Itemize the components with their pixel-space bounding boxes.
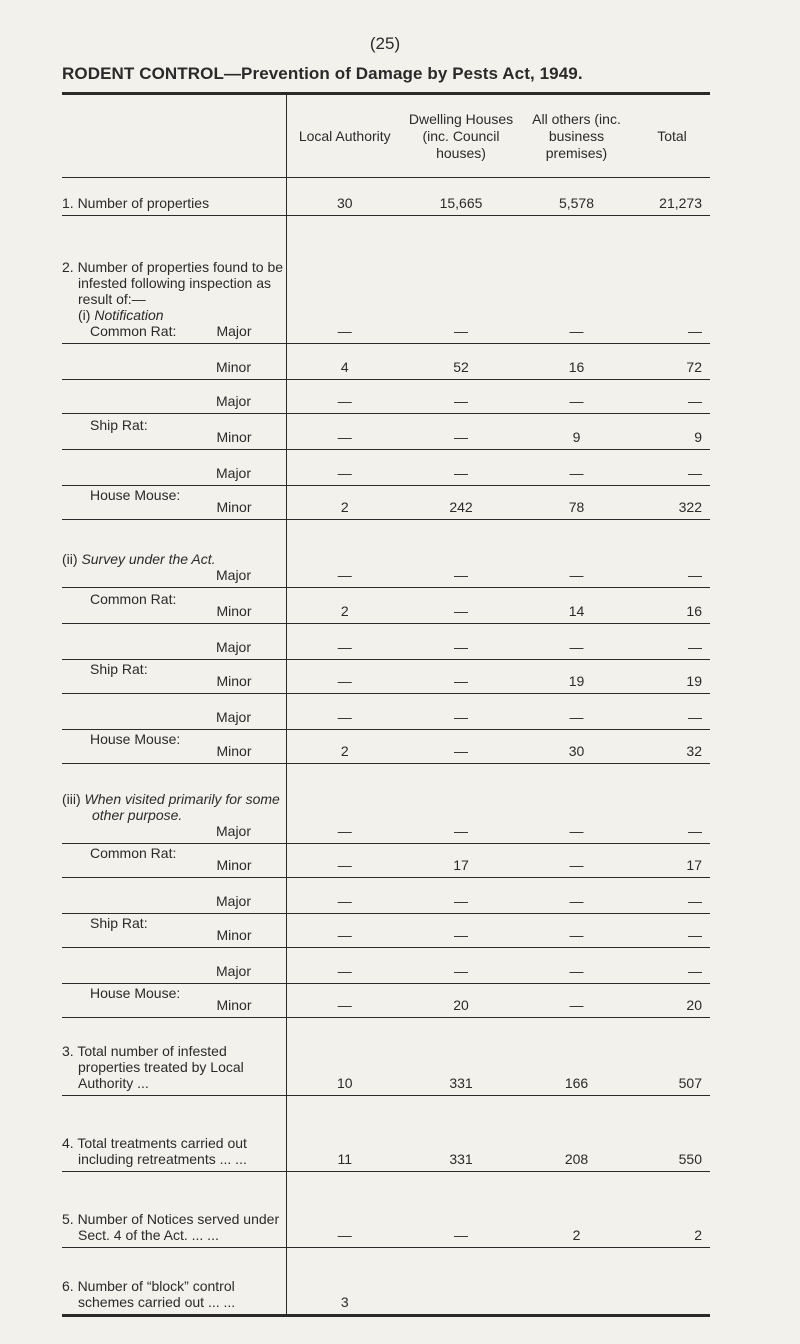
row-label: Major — [62, 450, 286, 486]
cell-dwelling: 20 — [403, 984, 519, 1018]
cell-dwelling: — — [403, 764, 519, 844]
cell-dwelling: 17 — [403, 844, 519, 878]
row-label: 1. Number of properties — [62, 178, 286, 216]
cell-local-authority: 3 — [286, 1248, 403, 1316]
cell-local-authority: 30 — [286, 178, 403, 216]
cell-dwelling: — — [403, 520, 519, 588]
cell-all-others: — — [519, 948, 634, 984]
cell-total: — — [634, 948, 710, 984]
cell-local-authority: — — [286, 878, 403, 914]
cell-all-others: 14 — [519, 588, 634, 624]
cell-dwelling: — — [403, 730, 519, 764]
cell-total: — — [634, 694, 710, 730]
cell-dwelling: — — [403, 588, 519, 624]
cell-local-authority: — — [286, 984, 403, 1018]
cell-total: 507 — [634, 1018, 710, 1096]
row-label: House Mouse: Minor — [62, 984, 286, 1018]
row-label: 5. Number of Notices served under Sect. 4 of the Act. ... ... — [62, 1172, 286, 1248]
cell-all-others: 5,578 — [519, 178, 634, 216]
cell-local-authority: — — [286, 764, 403, 844]
table-row — [62, 216, 710, 344]
header-blank — [62, 94, 286, 178]
cell-all-others: — — [519, 450, 634, 486]
cell-local-authority: 10 — [286, 1018, 403, 1096]
cell-all-others: — — [519, 844, 634, 878]
cell-total: 21,273 — [634, 178, 710, 216]
cell-local-authority: — — [286, 948, 403, 984]
cell-all-others: 166 — [519, 1018, 634, 1096]
table-row — [62, 660, 710, 694]
header-all-others: All others (inc. business premises) — [519, 94, 634, 178]
cell-total: — — [634, 520, 710, 588]
cell-dwelling: — — [403, 450, 519, 486]
cell-total: 19 — [634, 660, 710, 694]
cell-all-others — [519, 1248, 634, 1316]
cell-all-others: — — [519, 984, 634, 1018]
cell-dwelling: — — [403, 948, 519, 984]
cell-total — [634, 1248, 710, 1316]
cell-dwelling: — — [403, 694, 519, 730]
cell-all-others: 78 — [519, 486, 634, 520]
cell-dwelling: 52 — [403, 344, 519, 380]
cell-all-others: 30 — [519, 730, 634, 764]
table-row — [62, 588, 710, 624]
cell-local-authority: 2 — [286, 730, 403, 764]
cell-total: — — [634, 624, 710, 660]
table-row — [62, 520, 710, 588]
row-label: Common Rat: Minor — [62, 588, 286, 624]
row-label: Major — [62, 878, 286, 914]
row-label: Minor — [62, 344, 286, 380]
cell-local-authority: — — [286, 520, 403, 588]
table-row — [62, 1248, 710, 1316]
table-row — [62, 414, 710, 450]
cell-total: — — [634, 216, 710, 344]
header-local-authority: Local Authority — [286, 94, 403, 178]
table-row — [62, 344, 710, 380]
cell-local-authority: — — [286, 694, 403, 730]
table-row — [62, 178, 710, 216]
page-title: RODENT CONTROL—Prevention of Damage by Pests Act, 1949. — [62, 64, 583, 83]
cell-total: 322 — [634, 486, 710, 520]
cell-dwelling: — — [403, 914, 519, 948]
table-row — [62, 914, 710, 948]
cell-dwelling: 331 — [403, 1018, 519, 1096]
cell-dwelling: 242 — [403, 486, 519, 520]
table-row — [62, 1018, 710, 1096]
cell-local-authority: — — [286, 450, 403, 486]
table-row — [62, 844, 710, 878]
cell-total: 550 — [634, 1096, 710, 1172]
header-row — [62, 94, 710, 178]
cell-total: 17 — [634, 844, 710, 878]
table-row — [62, 694, 710, 730]
row-label: Ship Rat: Minor — [62, 660, 286, 694]
cell-dwelling: — — [403, 380, 519, 414]
cell-local-authority: — — [286, 380, 403, 414]
cell-total: 2 — [634, 1172, 710, 1248]
row-label: Ship Rat: Minor — [62, 914, 286, 948]
visited-heading: (iii) When visited primarily for some other purpose. — [62, 791, 280, 823]
cell-total: 32 — [634, 730, 710, 764]
cell-local-authority: — — [286, 660, 403, 694]
cell-total: 9 — [634, 414, 710, 450]
cell-dwelling: — — [403, 660, 519, 694]
cell-local-authority: — — [286, 216, 403, 344]
row-label: 6. Number of “block” control schemes carried out ... ... — [62, 1248, 286, 1316]
row-label: Major — [62, 380, 286, 414]
cell-dwelling: 15,665 — [403, 178, 519, 216]
cell-dwelling: — — [403, 414, 519, 450]
row-label: Major — [62, 694, 286, 730]
row-label: House Mouse: Minor — [62, 730, 286, 764]
row-label: 3. Total number of infested properties treated by Local Authority ... — [62, 1018, 286, 1096]
cell-local-authority: 4 — [286, 344, 403, 380]
table-row — [62, 984, 710, 1018]
cell-all-others: 9 — [519, 414, 634, 450]
cell-total: 72 — [634, 344, 710, 380]
table-row — [62, 1096, 710, 1172]
table-row — [62, 486, 710, 520]
row-label: Common Rat: Minor — [62, 844, 286, 878]
common-rat-major-label: Common Rat: Major — [90, 323, 252, 339]
row-label: Major — [62, 948, 286, 984]
cell-total: 20 — [634, 984, 710, 1018]
header-dwelling-houses: Dwelling Houses (inc. Council houses) — [403, 94, 519, 178]
table-row — [62, 1172, 710, 1248]
cell-local-authority: — — [286, 624, 403, 660]
cell-total: — — [634, 914, 710, 948]
cell-total: — — [634, 450, 710, 486]
cell-all-others: 19 — [519, 660, 634, 694]
cell-all-others: 16 — [519, 344, 634, 380]
cell-total: 16 — [634, 588, 710, 624]
cell-all-others: 2 — [519, 1172, 634, 1248]
cell-all-others: — — [519, 624, 634, 660]
cell-dwelling — [403, 1248, 519, 1316]
page-number: (25) — [369, 34, 401, 53]
cell-all-others: — — [519, 520, 634, 588]
cell-local-authority: 2 — [286, 588, 403, 624]
table-row — [62, 450, 710, 486]
row-label: Major — [62, 624, 286, 660]
cell-local-authority: — — [286, 914, 403, 948]
cell-all-others: 208 — [519, 1096, 634, 1172]
notification-heading: (i) Notification — [78, 307, 164, 323]
cell-all-others: — — [519, 878, 634, 914]
cell-dwelling: — — [403, 878, 519, 914]
row-label: 2. Number of properties found to be infested following inspection as result of:— (i) Notification Common Rat: Major — [62, 216, 286, 344]
cell-local-authority: 2 — [286, 486, 403, 520]
row-label: House Mouse: Minor — [62, 486, 286, 520]
header-total: Total — [634, 94, 710, 178]
cell-dwelling: — — [403, 1172, 519, 1248]
cell-total: — — [634, 764, 710, 844]
cell-all-others: — — [519, 216, 634, 344]
table-row — [62, 380, 710, 414]
table-row — [62, 878, 710, 914]
table-row — [62, 764, 710, 844]
row-label: Ship Rat: Minor — [62, 414, 286, 450]
row-label: 4. Total treatments carried out including retreatments ... ... — [62, 1096, 286, 1172]
cell-all-others: — — [519, 694, 634, 730]
cell-total: — — [634, 878, 710, 914]
rodent-control-table — [62, 92, 710, 1317]
cell-all-others: — — [519, 380, 634, 414]
cell-local-authority: — — [286, 1172, 403, 1248]
cell-dwelling: 331 — [403, 1096, 519, 1172]
table-row — [62, 624, 710, 660]
survey-heading: (ii) Survey under the Act. — [62, 551, 216, 567]
row-label: (ii) Survey under the Act. Major — [62, 520, 286, 588]
table-row — [62, 948, 710, 984]
cell-dwelling: — — [403, 216, 519, 344]
cell-all-others: — — [519, 914, 634, 948]
cell-dwelling: — — [403, 624, 519, 660]
cell-local-authority: — — [286, 844, 403, 878]
table-row — [62, 730, 710, 764]
row-label: (iii) When visited primarily for some other purpose. Major — [62, 764, 286, 844]
cell-total: — — [634, 380, 710, 414]
cell-all-others: — — [519, 764, 634, 844]
cell-local-authority: — — [286, 414, 403, 450]
cell-local-authority: 11 — [286, 1096, 403, 1172]
